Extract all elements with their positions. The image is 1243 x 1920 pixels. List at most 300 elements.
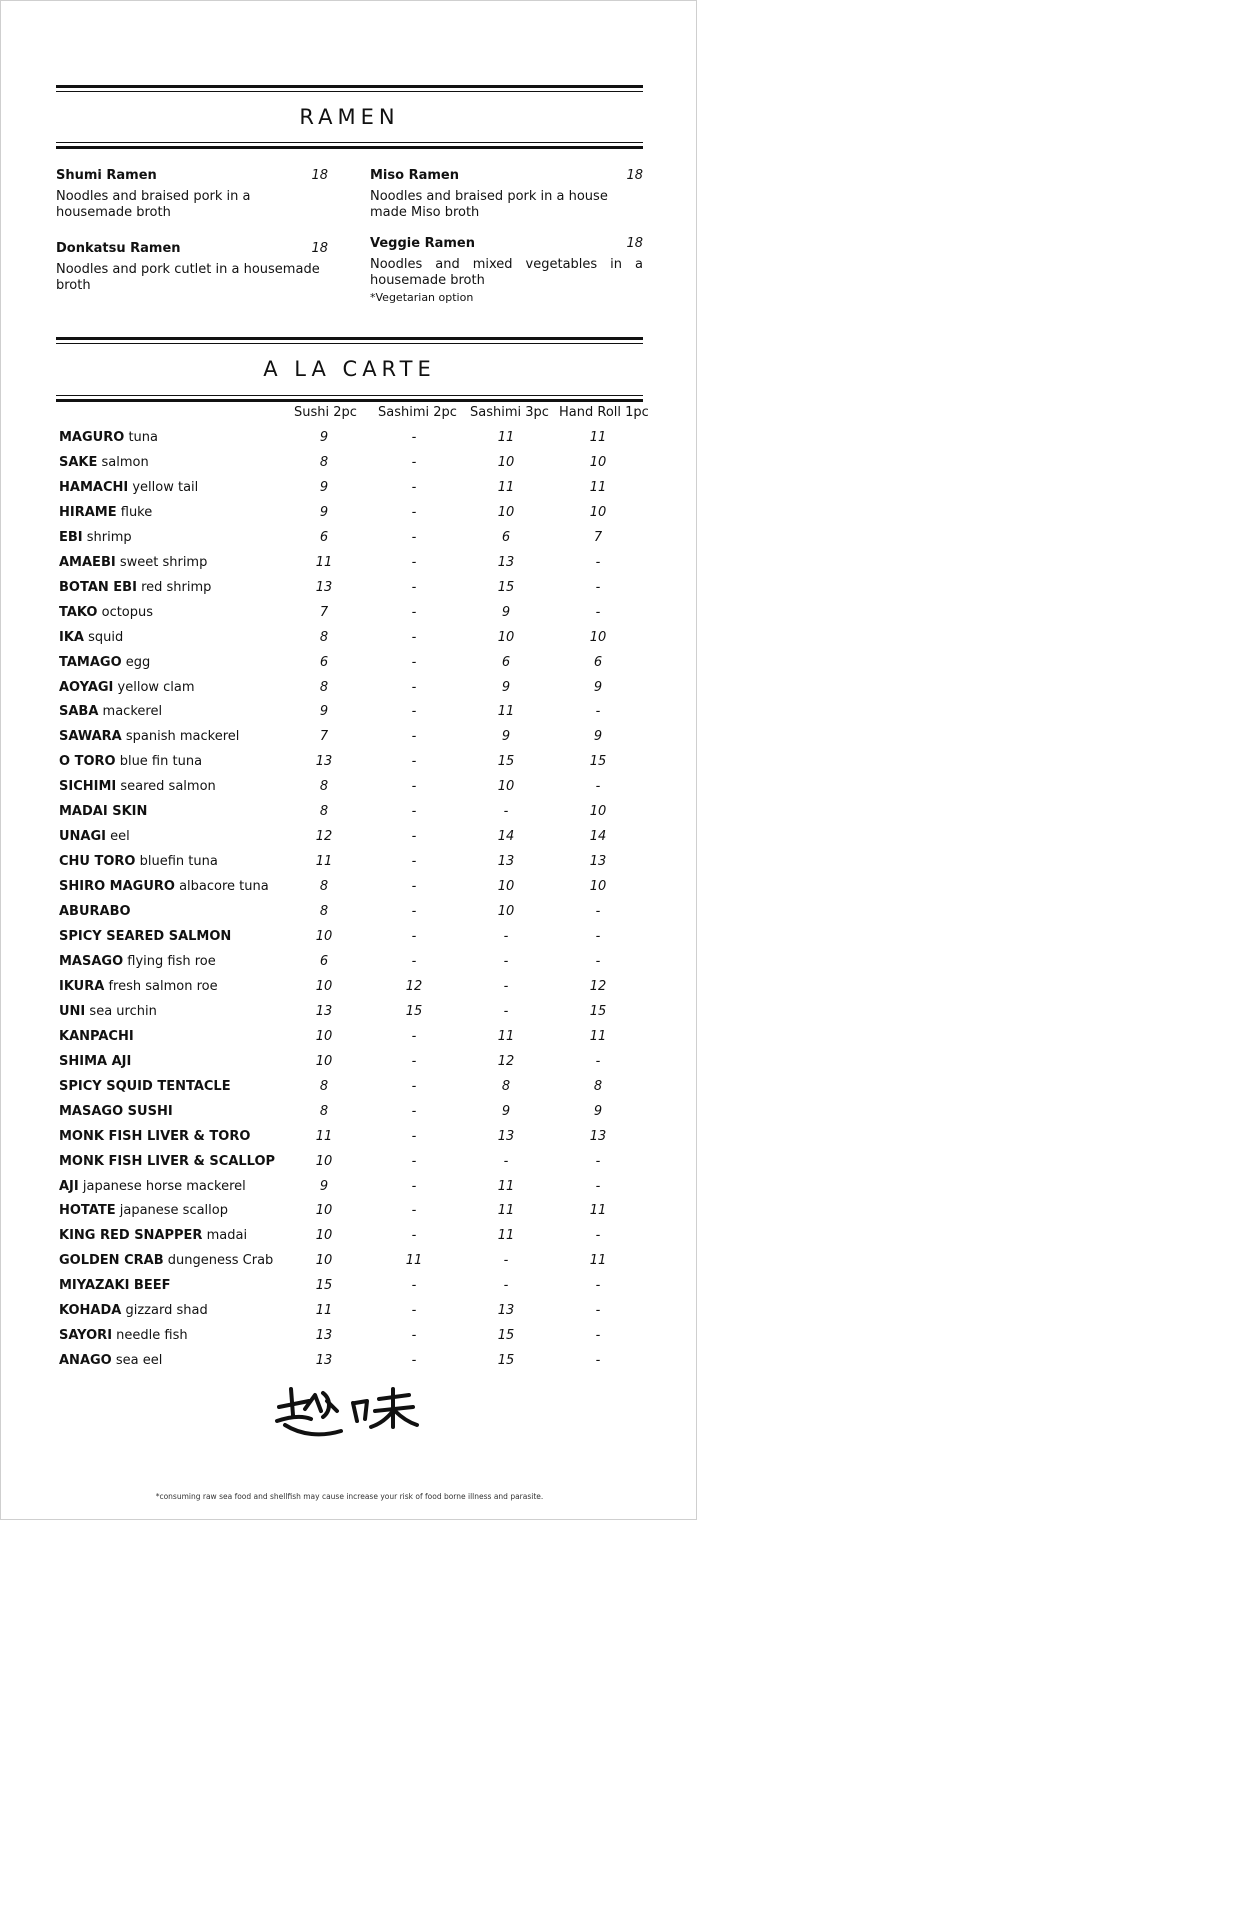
price-cell: - — [503, 1153, 509, 1169]
price-cell: 15 — [405, 1003, 423, 1019]
price-cell: 13 — [315, 1353, 333, 1369]
item-name — [59, 854, 218, 869]
price-cell: 9 — [501, 1103, 511, 1119]
alacarte-top-rule — [56, 337, 643, 344]
item-name-bold: IKURA — [59, 978, 105, 994]
item-name — [59, 1179, 246, 1194]
table-row — [59, 1004, 659, 1024]
item-description: sea eel — [115, 1353, 163, 1369]
price-cell: 12 — [497, 1053, 515, 1069]
item-name — [59, 954, 216, 969]
item-name-bold: SAYORI — [59, 1328, 113, 1344]
item-name-bold: MONK FISH LIVER & TORO — [59, 1128, 251, 1144]
price-cell: 9 — [501, 604, 511, 620]
price-cell: - — [411, 1053, 417, 1069]
table-row — [59, 754, 659, 774]
price-cell: 12 — [405, 978, 423, 994]
price-cell: - — [411, 554, 417, 570]
price-cell: 11 — [315, 1128, 333, 1144]
price-cell: - — [411, 879, 417, 895]
item-name — [59, 630, 123, 645]
price-cell: 10 — [315, 1203, 333, 1219]
table-row — [59, 1129, 659, 1149]
item-name — [59, 704, 162, 719]
table-row — [59, 904, 659, 924]
price-cell: 10 — [315, 929, 333, 944]
price-cell: 13 — [589, 1128, 607, 1144]
table-row — [59, 979, 659, 999]
item-description: tuna — [128, 430, 158, 445]
price-cell: - — [411, 654, 417, 670]
item-name — [59, 1328, 188, 1343]
item-description: dungeness Crab — [167, 1253, 274, 1269]
item-name-bold: TAMAGO — [59, 654, 122, 670]
price-cell: - — [595, 904, 601, 920]
price-cell: - — [595, 704, 601, 720]
price-cell: 8 — [319, 879, 329, 895]
item-name — [59, 754, 202, 769]
item-name-bold: TAKO — [59, 604, 98, 620]
price-cell: 13 — [315, 754, 333, 770]
table-row — [59, 829, 659, 849]
item-name — [59, 555, 207, 570]
price-cell: 11 — [589, 479, 607, 495]
item-description: bluefin tuna — [139, 854, 218, 870]
price-cell: 10 — [315, 1153, 333, 1169]
price-cell: 9 — [319, 1178, 329, 1194]
price-cell: 15 — [497, 579, 515, 595]
item-name-bold: MASAGO — [59, 953, 124, 969]
price-cell: 11 — [315, 554, 333, 570]
price-cell: - — [411, 1228, 417, 1244]
item-name — [59, 655, 150, 670]
price-cell: 10 — [589, 454, 607, 470]
price-cell: 10 — [315, 1053, 333, 1069]
alacarte-title: A LA CARTE — [263, 357, 436, 381]
item-name-bold: O TORO — [59, 754, 116, 770]
item-name-bold: GOLDEN CRAB — [59, 1253, 164, 1269]
price-cell: 9 — [593, 679, 603, 695]
price-cell: - — [595, 1278, 601, 1294]
price-cell: 11 — [497, 704, 515, 720]
price-cell: 11 — [497, 430, 515, 445]
price-cell: 8 — [593, 1078, 603, 1094]
price-cell: 6 — [319, 529, 329, 545]
table-row — [59, 1353, 659, 1373]
price-cell: - — [411, 454, 417, 470]
ramen-item — [370, 236, 643, 304]
item-name-bold: HOTATE — [59, 1203, 116, 1219]
price-cell: - — [411, 1303, 417, 1319]
item-name-bold: SPICY SEARED SALMON — [59, 929, 232, 944]
item-name-bold: SICHIMI — [59, 779, 117, 795]
item-name — [59, 1079, 231, 1094]
price-cell: - — [411, 579, 417, 595]
item-name-bold: EBI — [59, 529, 83, 545]
item-description: red shrimp — [141, 579, 212, 595]
price-cell: 9 — [501, 729, 511, 745]
item-name-bold: BOTAN EBI — [59, 579, 137, 595]
price-cell: 12 — [589, 978, 607, 994]
menu-page — [0, 0, 697, 1520]
item-name — [59, 605, 153, 620]
alacarte-bottom-rule — [56, 395, 643, 402]
price-cell: - — [411, 629, 417, 645]
price-cell: - — [595, 1228, 601, 1244]
item-name — [59, 1303, 208, 1318]
item-name-bold: MAGURO — [59, 430, 125, 445]
item-name — [59, 804, 147, 819]
item-name-bold: SAWARA — [59, 729, 122, 745]
price-cell: 9 — [501, 679, 511, 695]
item-name-bold: IKA — [59, 629, 84, 645]
price-cell: 15 — [497, 1353, 515, 1369]
price-cell: 13 — [589, 854, 607, 870]
table-row — [59, 929, 659, 949]
ramen-item-price: 18 — [626, 236, 643, 251]
price-cell: 6 — [501, 654, 511, 670]
table-row — [59, 1079, 659, 1099]
price-cell: 15 — [497, 1328, 515, 1344]
table-row — [59, 480, 659, 500]
table-row — [59, 1253, 659, 1273]
item-name — [59, 1228, 247, 1243]
item-name-bold: SHIRO MAGURO — [59, 879, 175, 895]
price-cell: 8 — [319, 679, 329, 695]
price-cell: 10 — [315, 1028, 333, 1044]
item-name-bold: MASAGO SUSHI — [59, 1103, 173, 1119]
price-cell: 13 — [497, 1128, 515, 1144]
price-cell: 11 — [497, 1228, 515, 1244]
item-description: shrimp — [86, 529, 132, 545]
ramen-item-price: 18 — [626, 168, 643, 183]
price-cell: 15 — [589, 754, 607, 770]
ramen-item-price: 18 — [311, 241, 328, 256]
price-cell: 10 — [497, 504, 515, 520]
price-cell: - — [503, 978, 509, 994]
item-name-bold: UNAGI — [59, 829, 107, 845]
item-name — [59, 580, 211, 595]
price-cell: 8 — [501, 1078, 511, 1094]
item-description: fluke — [120, 504, 153, 520]
item-name — [59, 480, 198, 495]
price-cell: 10 — [589, 629, 607, 645]
price-cell: 9 — [319, 479, 329, 495]
item-description: blue fin tuna — [119, 754, 203, 770]
price-cell: - — [411, 1353, 417, 1369]
ramen-item — [56, 241, 328, 294]
price-cell: 10 — [497, 879, 515, 895]
price-cell: - — [411, 854, 417, 870]
price-cell: 11 — [315, 1303, 333, 1319]
price-cell: 13 — [497, 854, 515, 870]
item-name-bold: MIYAZAKI BEEF — [59, 1278, 171, 1294]
logo-calligraphy — [271, 1381, 421, 1441]
price-cell: 9 — [593, 729, 603, 745]
price-cell: 15 — [497, 754, 515, 770]
item-description: japanese scallop — [119, 1203, 228, 1219]
price-cell: 10 — [497, 454, 515, 470]
item-name — [59, 904, 131, 919]
item-name-bold: CHU TORO — [59, 854, 136, 870]
ramen-item-desc: Noodles and braised pork in a house made Miso broth — [370, 189, 608, 220]
item-name — [59, 680, 195, 695]
item-name-bold: SABA — [59, 704, 99, 720]
item-name-bold: SHIMA AJI — [59, 1053, 132, 1069]
price-cell: - — [595, 604, 601, 620]
table-row — [59, 1179, 659, 1199]
item-description: madai — [206, 1228, 248, 1244]
ramen-item-price: 18 — [311, 168, 328, 183]
price-cell: 10 — [589, 504, 607, 520]
table-row — [59, 804, 659, 824]
item-name-bold: AMAEBI — [59, 554, 116, 570]
ramen-title: RAMEN — [299, 105, 400, 129]
price-cell: - — [595, 579, 601, 595]
table-row — [59, 505, 659, 525]
table-row — [59, 779, 659, 799]
price-cell: - — [595, 929, 601, 944]
item-name-bold: SAKE — [59, 454, 98, 470]
item-name — [59, 1054, 131, 1069]
price-cell: - — [595, 1178, 601, 1194]
table-row — [59, 455, 659, 475]
price-cell: 12 — [315, 829, 333, 845]
table-row — [59, 954, 659, 974]
price-cell: - — [411, 1203, 417, 1219]
item-name-bold: KOHADA — [59, 1303, 122, 1319]
table-row — [59, 1303, 659, 1323]
ramen-item-name: Shumi Ramen — [56, 168, 157, 183]
price-cell: - — [411, 479, 417, 495]
price-cell: 10 — [497, 779, 515, 795]
price-cell: 6 — [593, 654, 603, 670]
item-name-bold: KANPACHI — [59, 1028, 134, 1044]
item-description: eel — [110, 829, 130, 845]
footnote: *consuming raw sea food and shellfish may cause increase your risk of food borne illness and parasite. — [155, 1492, 544, 1501]
price-cell: - — [411, 904, 417, 920]
price-cell: 11 — [497, 479, 515, 495]
price-cell: - — [411, 953, 417, 969]
price-cell: 11 — [589, 1253, 607, 1269]
item-description: octopus — [101, 604, 154, 620]
item-name — [59, 729, 239, 744]
table-row — [59, 704, 659, 724]
price-cell: - — [411, 1178, 417, 1194]
table-row — [59, 1203, 659, 1223]
item-description: gizzard shad — [125, 1303, 208, 1319]
table-row — [59, 1104, 659, 1124]
price-cell: - — [411, 1328, 417, 1344]
price-cell: - — [595, 1303, 601, 1319]
price-cell: 10 — [315, 1253, 333, 1269]
price-cell: 8 — [319, 629, 329, 645]
price-cell: - — [595, 1353, 601, 1369]
table-row — [59, 854, 659, 874]
item-description: albacore tuna — [179, 879, 269, 895]
ramen-item-name: Donkatsu Ramen — [56, 241, 181, 256]
price-cell: 9 — [593, 1103, 603, 1119]
item-name — [59, 779, 216, 794]
item-description: seared salmon — [120, 779, 216, 795]
price-cell: - — [595, 953, 601, 969]
item-name-bold: ABURABO — [59, 904, 131, 920]
column-header: Sashimi 2pc — [378, 405, 457, 420]
table-row — [59, 1029, 659, 1049]
table-row — [59, 1154, 659, 1174]
price-cell: 11 — [497, 1203, 515, 1219]
item-name — [59, 979, 218, 994]
price-cell: 14 — [497, 829, 515, 845]
price-cell: - — [411, 504, 417, 520]
price-cell: 13 — [315, 1003, 333, 1019]
item-description: yellow clam — [117, 679, 195, 695]
price-cell: 11 — [497, 1178, 515, 1194]
price-cell: - — [411, 430, 417, 445]
price-cell: 6 — [319, 953, 329, 969]
price-cell: - — [503, 953, 509, 969]
item-name-bold: AJI — [59, 1178, 79, 1194]
ramen-item — [56, 168, 328, 221]
table-row — [59, 630, 659, 650]
price-cell: 13 — [497, 1303, 515, 1319]
price-cell: - — [411, 829, 417, 845]
item-description: mackerel — [102, 704, 163, 720]
price-cell: - — [411, 679, 417, 695]
item-name — [59, 1253, 273, 1268]
table-row — [59, 729, 659, 749]
item-name-bold: MONK FISH LIVER & SCALLOP — [59, 1153, 276, 1169]
item-name-bold: UNI — [59, 1003, 86, 1019]
column-header: Sashimi 3pc — [470, 405, 549, 420]
item-name — [59, 929, 231, 944]
item-name-bold: ANAGO — [59, 1353, 112, 1369]
item-description: japanese horse mackerel — [82, 1178, 246, 1194]
ramen-item — [370, 168, 643, 221]
price-cell: - — [595, 1153, 601, 1169]
price-cell: - — [503, 1278, 509, 1294]
item-name — [59, 829, 130, 844]
price-cell: 11 — [315, 854, 333, 870]
price-cell: 14 — [589, 829, 607, 845]
price-cell: 10 — [589, 879, 607, 895]
table-row — [59, 430, 659, 450]
item-name-bold: AOYAGI — [59, 679, 114, 695]
price-cell: 15 — [315, 1278, 333, 1294]
ramen-item-name: Veggie Ramen — [370, 236, 475, 251]
price-cell: 8 — [319, 1103, 329, 1119]
price-cell: - — [503, 929, 509, 944]
ramen-bottom-rule — [56, 142, 643, 149]
price-cell: 7 — [319, 729, 329, 745]
item-name-bold: SPICY SQUID TENTACLE — [59, 1078, 231, 1094]
item-name — [59, 1104, 173, 1119]
item-name — [59, 530, 132, 545]
price-cell: 13 — [315, 1328, 333, 1344]
ramen-item-note: *Vegetarian option — [370, 291, 474, 304]
price-cell: 8 — [319, 904, 329, 920]
price-cell: - — [411, 804, 417, 820]
price-cell: 10 — [315, 978, 333, 994]
price-cell: 7 — [593, 529, 603, 545]
table-row — [59, 879, 659, 899]
price-cell: - — [411, 1078, 417, 1094]
price-cell: - — [411, 1153, 417, 1169]
price-cell: - — [411, 754, 417, 770]
ramen-item-desc: Noodles and pork cutlet in a housemade broth — [56, 262, 320, 293]
price-cell: - — [411, 529, 417, 545]
item-name-bold: HAMACHI — [59, 479, 129, 495]
price-cell: 9 — [319, 504, 329, 520]
item-name — [59, 1353, 162, 1368]
item-description: needle fish — [116, 1328, 188, 1344]
price-cell: 11 — [589, 430, 607, 445]
ramen-top-rule — [56, 85, 643, 92]
price-cell: - — [411, 1128, 417, 1144]
price-cell: 10 — [497, 629, 515, 645]
price-cell: 13 — [497, 554, 515, 570]
price-cell: - — [503, 1003, 509, 1019]
price-cell: 11 — [589, 1028, 607, 1044]
price-cell: - — [411, 779, 417, 795]
price-cell: 11 — [405, 1253, 423, 1269]
price-cell: - — [503, 804, 509, 820]
ramen-item-name: Miso Ramen — [370, 168, 459, 183]
column-header: Sushi 2pc — [294, 405, 357, 420]
price-cell: 9 — [319, 430, 329, 445]
table-row — [59, 530, 659, 550]
table-row — [59, 580, 659, 600]
price-cell: 10 — [315, 1228, 333, 1244]
price-cell: - — [503, 1253, 509, 1269]
item-name — [59, 1029, 134, 1044]
table-row — [59, 1228, 659, 1248]
price-cell: 10 — [497, 904, 515, 920]
item-name — [59, 879, 269, 894]
item-name — [59, 455, 149, 470]
item-description: sweet shrimp — [119, 554, 208, 570]
price-cell: - — [411, 604, 417, 620]
item-name-bold: HIRAME — [59, 504, 117, 520]
price-cell: - — [595, 554, 601, 570]
table-row — [59, 605, 659, 625]
item-description: yellow tail — [132, 479, 199, 495]
column-header: Hand Roll 1pc — [559, 405, 649, 420]
table-row — [59, 655, 659, 675]
item-description: salmon — [101, 454, 149, 470]
price-cell: 10 — [589, 804, 607, 820]
price-cell: - — [411, 1278, 417, 1294]
item-name — [59, 430, 158, 445]
table-row — [59, 1278, 659, 1298]
price-cell: - — [595, 1328, 601, 1344]
price-cell: - — [411, 704, 417, 720]
table-row — [59, 1328, 659, 1348]
price-cell: 11 — [497, 1028, 515, 1044]
item-name — [59, 1004, 157, 1019]
item-description: sea urchin — [89, 1003, 157, 1019]
price-cell: 6 — [501, 529, 511, 545]
shumi-logo — [271, 1381, 421, 1445]
price-cell: - — [411, 729, 417, 745]
item-name — [59, 505, 152, 520]
ramen-item-desc: Noodles and mixed vegetables in a housemade broth — [370, 257, 643, 288]
price-cell: 7 — [319, 604, 329, 620]
price-cell: 8 — [319, 804, 329, 820]
item-name — [59, 1278, 170, 1293]
item-description: fresh salmon roe — [108, 978, 218, 994]
price-cell: 8 — [319, 779, 329, 795]
